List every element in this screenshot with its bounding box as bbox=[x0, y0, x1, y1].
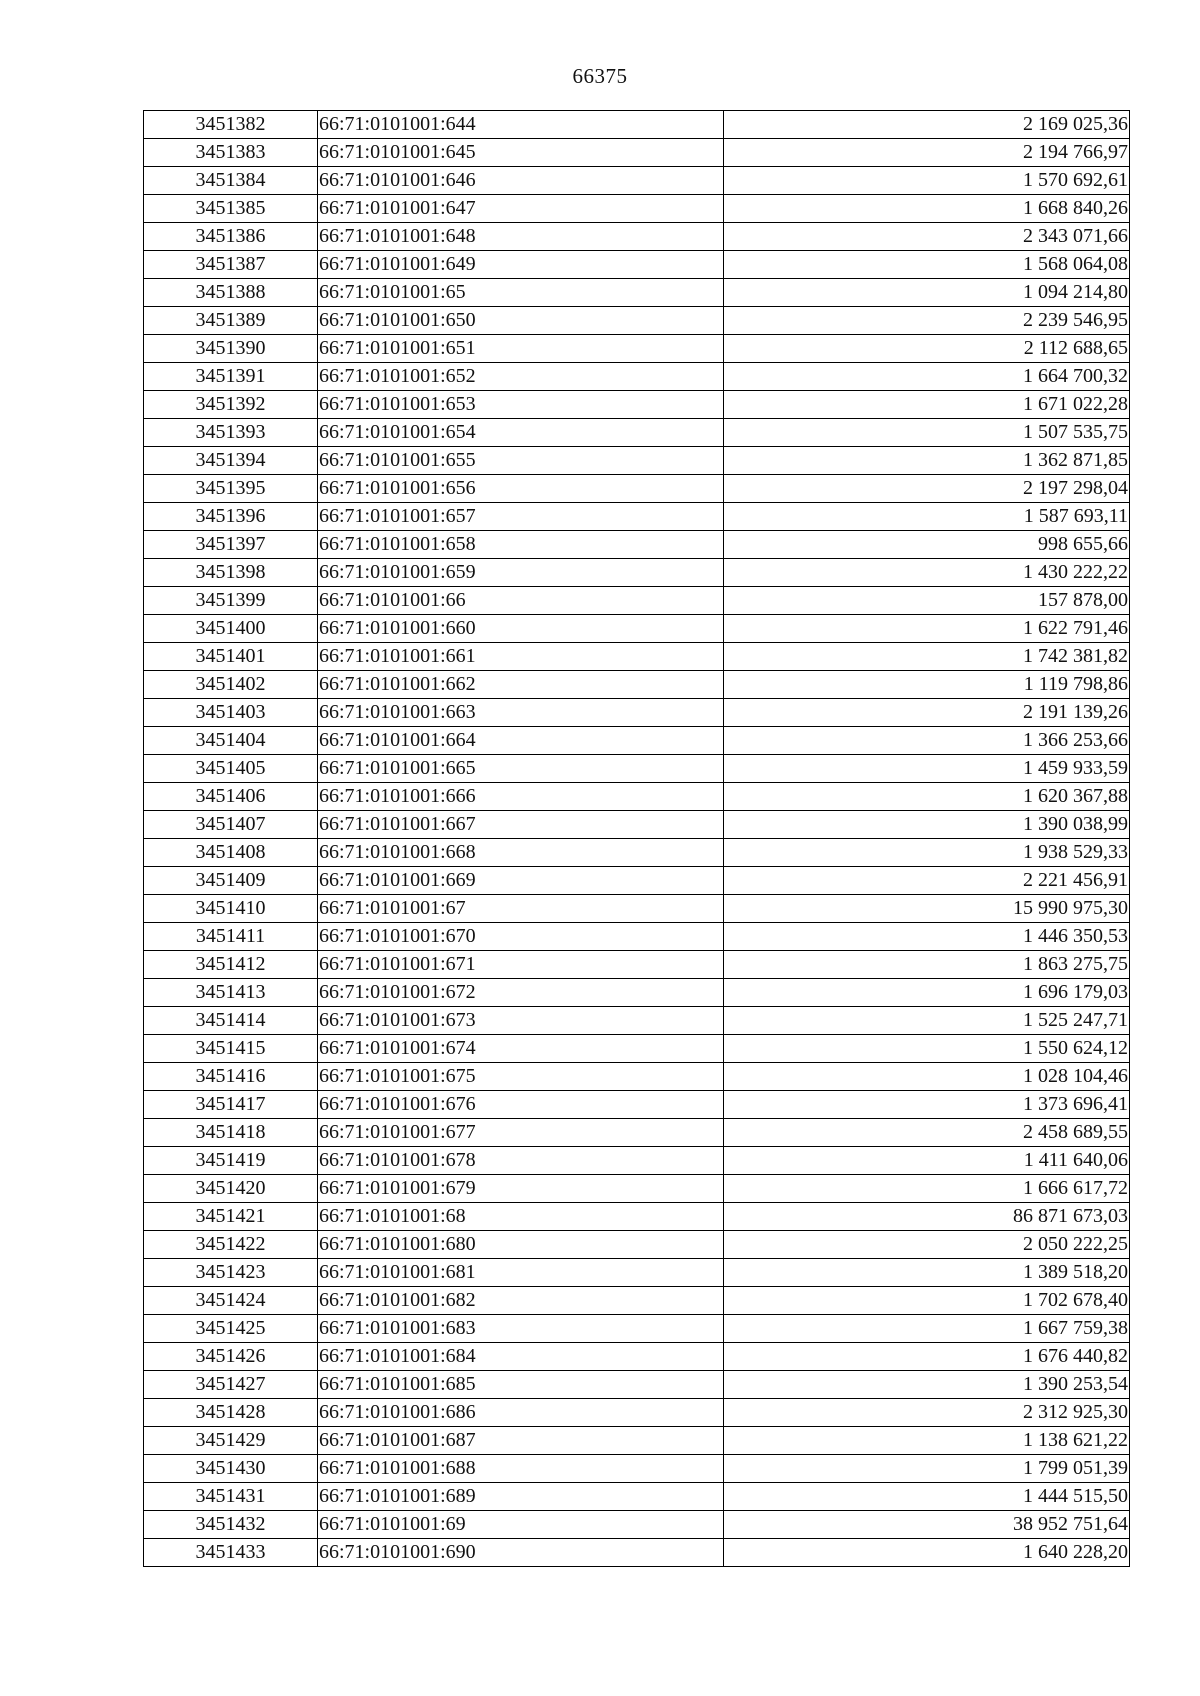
cadastral-number-cell: 66:71:0101001:690 bbox=[318, 1539, 724, 1567]
cadastral-number-cell: 66:71:0101001:675 bbox=[318, 1063, 724, 1091]
table-row bbox=[144, 867, 1130, 895]
table-row bbox=[144, 223, 1130, 251]
table-row bbox=[144, 1315, 1130, 1343]
row-number-cell: 3451415 bbox=[144, 1035, 318, 1063]
table-row bbox=[144, 419, 1130, 447]
row-number-cell: 3451386 bbox=[144, 223, 318, 251]
cadastral-value-cell: 1 028 104,46 bbox=[724, 1063, 1130, 1091]
cadastral-number-cell: 66:71:0101001:678 bbox=[318, 1147, 724, 1175]
cadastral-value-cell: 86 871 673,03 bbox=[724, 1203, 1130, 1231]
table-row bbox=[144, 167, 1130, 195]
cadastral-number-cell: 66:71:0101001:658 bbox=[318, 531, 724, 559]
cadastral-value-cell: 1 390 253,54 bbox=[724, 1371, 1130, 1399]
cadastral-number-cell: 66:71:0101001:649 bbox=[318, 251, 724, 279]
row-number-cell: 3451400 bbox=[144, 615, 318, 643]
row-number-cell: 3451391 bbox=[144, 363, 318, 391]
table-row bbox=[144, 671, 1130, 699]
cadastral-value-cell: 1 671 022,28 bbox=[724, 391, 1130, 419]
cadastral-number-cell: 66:71:0101001:683 bbox=[318, 1315, 724, 1343]
cadastral-value-cell: 1 570 692,61 bbox=[724, 167, 1130, 195]
table-row bbox=[144, 895, 1130, 923]
cadastral-number-cell: 66:71:0101001:660 bbox=[318, 615, 724, 643]
page-number: 66375 bbox=[572, 64, 628, 88]
table-row bbox=[144, 447, 1130, 475]
table-row bbox=[144, 279, 1130, 307]
cadastral-value-cell: 1 138 621,22 bbox=[724, 1427, 1130, 1455]
row-number-cell: 3451406 bbox=[144, 783, 318, 811]
cadastral-number-cell: 66:71:0101001:674 bbox=[318, 1035, 724, 1063]
row-number-cell: 3451411 bbox=[144, 923, 318, 951]
cadastral-value-cell: 1 666 617,72 bbox=[724, 1175, 1130, 1203]
row-number-cell: 3451429 bbox=[144, 1427, 318, 1455]
cadastral-value-cell: 1 568 064,08 bbox=[724, 251, 1130, 279]
cadastral-value-cell: 1 444 515,50 bbox=[724, 1483, 1130, 1511]
table-row bbox=[144, 251, 1130, 279]
table-row bbox=[144, 195, 1130, 223]
cadastral-value-cell: 2 312 925,30 bbox=[724, 1399, 1130, 1427]
table-row bbox=[144, 1511, 1130, 1539]
cadastral-value-cell: 1 430 222,22 bbox=[724, 559, 1130, 587]
cadastral-value-cell: 1 373 696,41 bbox=[724, 1091, 1130, 1119]
cadastral-number-cell: 66:71:0101001:688 bbox=[318, 1455, 724, 1483]
row-number-cell: 3451423 bbox=[144, 1259, 318, 1287]
cadastral-value-cell: 1 676 440,82 bbox=[724, 1343, 1130, 1371]
cadastral-value-cell: 1 622 791,46 bbox=[724, 615, 1130, 643]
table-row bbox=[144, 727, 1130, 755]
cadastral-value-cell: 1 664 700,32 bbox=[724, 363, 1130, 391]
cadastral-value-cell: 1 362 871,85 bbox=[724, 447, 1130, 475]
row-number-cell: 3451416 bbox=[144, 1063, 318, 1091]
cadastral-value-cell: 1 696 179,03 bbox=[724, 979, 1130, 1007]
cadastral-value-cell: 2 112 688,65 bbox=[724, 335, 1130, 363]
table-row bbox=[144, 699, 1130, 727]
table-row bbox=[144, 1287, 1130, 1315]
cadastral-value-cell: 1 390 038,99 bbox=[724, 811, 1130, 839]
row-number-cell: 3451431 bbox=[144, 1483, 318, 1511]
table-row bbox=[144, 531, 1130, 559]
cadastral-value-cell: 1 587 693,11 bbox=[724, 503, 1130, 531]
cadastral-number-cell: 66:71:0101001:686 bbox=[318, 1399, 724, 1427]
table-row bbox=[144, 811, 1130, 839]
cadastral-value-cell: 2 169 025,36 bbox=[724, 111, 1130, 139]
table-row bbox=[144, 1063, 1130, 1091]
cadastral-number-cell: 66:71:0101001:689 bbox=[318, 1483, 724, 1511]
cadastral-value-cell: 998 655,66 bbox=[724, 531, 1130, 559]
table-row bbox=[144, 979, 1130, 1007]
cadastral-number-cell: 66:71:0101001:682 bbox=[318, 1287, 724, 1315]
cadastral-value-cell: 15 990 975,30 bbox=[724, 895, 1130, 923]
cadastral-number-cell: 66:71:0101001:65 bbox=[318, 279, 724, 307]
cadastral-number-cell: 66:71:0101001:661 bbox=[318, 643, 724, 671]
table-row bbox=[144, 1175, 1130, 1203]
row-number-cell: 3451398 bbox=[144, 559, 318, 587]
cadastral-number-cell: 66:71:0101001:645 bbox=[318, 139, 724, 167]
row-number-cell: 3451401 bbox=[144, 643, 318, 671]
row-number-cell: 3451404 bbox=[144, 727, 318, 755]
table-row bbox=[144, 503, 1130, 531]
row-number-cell: 3451432 bbox=[144, 1511, 318, 1539]
cadastral-number-cell: 66:71:0101001:679 bbox=[318, 1175, 724, 1203]
table-row bbox=[144, 1259, 1130, 1287]
cadastral-value-cell: 1 366 253,66 bbox=[724, 727, 1130, 755]
cadastral-number-cell: 66:71:0101001:672 bbox=[318, 979, 724, 1007]
row-number-cell: 3451418 bbox=[144, 1119, 318, 1147]
cadastral-number-cell: 66:71:0101001:648 bbox=[318, 223, 724, 251]
row-number-cell: 3451388 bbox=[144, 279, 318, 307]
cadastral-number-cell: 66:71:0101001:685 bbox=[318, 1371, 724, 1399]
cadastral-number-cell: 66:71:0101001:677 bbox=[318, 1119, 724, 1147]
cadastral-value-cell: 1 507 535,75 bbox=[724, 419, 1130, 447]
cadastral-number-cell: 66:71:0101001:656 bbox=[318, 475, 724, 503]
cadastral-number-cell: 66:71:0101001:671 bbox=[318, 951, 724, 979]
row-number-cell: 3451390 bbox=[144, 335, 318, 363]
row-number-cell: 3451408 bbox=[144, 839, 318, 867]
table-row bbox=[144, 335, 1130, 363]
cadastral-value-cell: 2 458 689,55 bbox=[724, 1119, 1130, 1147]
cadastral-number-cell: 66:71:0101001:666 bbox=[318, 783, 724, 811]
table-row bbox=[144, 643, 1130, 671]
row-number-cell: 3451382 bbox=[144, 111, 318, 139]
cadastral-number-cell: 66:71:0101001:663 bbox=[318, 699, 724, 727]
cadastral-number-cell: 66:71:0101001:646 bbox=[318, 167, 724, 195]
cadastral-number-cell: 66:71:0101001:667 bbox=[318, 811, 724, 839]
row-number-cell: 3451413 bbox=[144, 979, 318, 1007]
cadastral-value-cell: 1 119 798,86 bbox=[724, 671, 1130, 699]
row-number-cell: 3451433 bbox=[144, 1539, 318, 1567]
cadastral-number-cell: 66:71:0101001:652 bbox=[318, 363, 724, 391]
row-number-cell: 3451407 bbox=[144, 811, 318, 839]
row-number-cell: 3451419 bbox=[144, 1147, 318, 1175]
row-number-cell: 3451399 bbox=[144, 587, 318, 615]
row-number-cell: 3451393 bbox=[144, 419, 318, 447]
cadastral-number-cell: 66:71:0101001:673 bbox=[318, 1007, 724, 1035]
cadastral-value-cell: 1 459 933,59 bbox=[724, 755, 1130, 783]
cadastral-value-cell: 2 197 298,04 bbox=[724, 475, 1130, 503]
row-number-cell: 3451385 bbox=[144, 195, 318, 223]
cadastral-value-cell: 1 525 247,71 bbox=[724, 1007, 1130, 1035]
cadastral-value-table bbox=[143, 110, 1130, 1567]
table-row bbox=[144, 1231, 1130, 1259]
cadastral-number-cell: 66:71:0101001:687 bbox=[318, 1427, 724, 1455]
row-number-cell: 3451424 bbox=[144, 1287, 318, 1315]
table-row bbox=[144, 1483, 1130, 1511]
cadastral-number-cell: 66:71:0101001:676 bbox=[318, 1091, 724, 1119]
table-row bbox=[144, 923, 1130, 951]
table-row bbox=[144, 307, 1130, 335]
row-number-cell: 3451426 bbox=[144, 1343, 318, 1371]
cadastral-number-cell: 66:71:0101001:650 bbox=[318, 307, 724, 335]
table-row bbox=[144, 1539, 1130, 1567]
row-number-cell: 3451428 bbox=[144, 1399, 318, 1427]
cadastral-number-cell: 66:71:0101001:651 bbox=[318, 335, 724, 363]
row-number-cell: 3451412 bbox=[144, 951, 318, 979]
row-number-cell: 3451420 bbox=[144, 1175, 318, 1203]
row-number-cell: 3451389 bbox=[144, 307, 318, 335]
cadastral-value-cell: 1 938 529,33 bbox=[724, 839, 1130, 867]
table-row bbox=[144, 783, 1130, 811]
cadastral-number-cell: 66:71:0101001:644 bbox=[318, 111, 724, 139]
cadastral-number-cell: 66:71:0101001:668 bbox=[318, 839, 724, 867]
table-row bbox=[144, 1119, 1130, 1147]
cadastral-value-cell: 38 952 751,64 bbox=[724, 1511, 1130, 1539]
cadastral-value-cell: 1 411 640,06 bbox=[724, 1147, 1130, 1175]
cadastral-value-cell: 2 239 546,95 bbox=[724, 307, 1130, 335]
table-row bbox=[144, 951, 1130, 979]
table-row bbox=[144, 1007, 1130, 1035]
cadastral-value-cell: 1 799 051,39 bbox=[724, 1455, 1130, 1483]
table-row bbox=[144, 391, 1130, 419]
cadastral-number-cell: 66:71:0101001:653 bbox=[318, 391, 724, 419]
row-number-cell: 3451392 bbox=[144, 391, 318, 419]
table-row bbox=[144, 1427, 1130, 1455]
cadastral-number-cell: 66:71:0101001:664 bbox=[318, 727, 724, 755]
table-row bbox=[144, 1035, 1130, 1063]
table-row bbox=[144, 1091, 1130, 1119]
table-body bbox=[144, 111, 1130, 1567]
row-number-cell: 3451417 bbox=[144, 1091, 318, 1119]
cadastral-value-cell: 157 878,00 bbox=[724, 587, 1130, 615]
cadastral-value-cell: 1 640 228,20 bbox=[724, 1539, 1130, 1567]
row-number-cell: 3451384 bbox=[144, 167, 318, 195]
table-row bbox=[144, 615, 1130, 643]
row-number-cell: 3451395 bbox=[144, 475, 318, 503]
row-number-cell: 3451422 bbox=[144, 1231, 318, 1259]
table-row bbox=[144, 139, 1130, 167]
table-row bbox=[144, 559, 1130, 587]
table-row bbox=[144, 1371, 1130, 1399]
row-number-cell: 3451409 bbox=[144, 867, 318, 895]
cadastral-number-cell: 66:71:0101001:655 bbox=[318, 447, 724, 475]
cadastral-number-cell: 66:71:0101001:657 bbox=[318, 503, 724, 531]
cadastral-value-cell: 2 194 766,97 bbox=[724, 139, 1130, 167]
cadastral-value-cell: 1 446 350,53 bbox=[724, 923, 1130, 951]
row-number-cell: 3451403 bbox=[144, 699, 318, 727]
row-number-cell: 3451397 bbox=[144, 531, 318, 559]
row-number-cell: 3451396 bbox=[144, 503, 318, 531]
cadastral-value-cell: 1 550 624,12 bbox=[724, 1035, 1130, 1063]
row-number-cell: 3451425 bbox=[144, 1315, 318, 1343]
cadastral-number-cell: 66:71:0101001:680 bbox=[318, 1231, 724, 1259]
cadastral-number-cell: 66:71:0101001:681 bbox=[318, 1259, 724, 1287]
cadastral-number-cell: 66:71:0101001:670 bbox=[318, 923, 724, 951]
cadastral-number-cell: 66:71:0101001:69 bbox=[318, 1511, 724, 1539]
cadastral-value-cell: 2 191 139,26 bbox=[724, 699, 1130, 727]
table-row bbox=[144, 587, 1130, 615]
cadastral-number-cell: 66:71:0101001:669 bbox=[318, 867, 724, 895]
cadastral-number-cell: 66:71:0101001:67 bbox=[318, 895, 724, 923]
cadastral-number-cell: 66:71:0101001:659 bbox=[318, 559, 724, 587]
row-number-cell: 3451427 bbox=[144, 1371, 318, 1399]
table-row bbox=[144, 1399, 1130, 1427]
table-row bbox=[144, 1147, 1130, 1175]
row-number-cell: 3451394 bbox=[144, 447, 318, 475]
cadastral-value-cell: 1 863 275,75 bbox=[724, 951, 1130, 979]
table-row bbox=[144, 1203, 1130, 1231]
cadastral-value-cell: 2 221 456,91 bbox=[724, 867, 1130, 895]
cadastral-number-cell: 66:71:0101001:684 bbox=[318, 1343, 724, 1371]
table-row bbox=[144, 755, 1130, 783]
table-row bbox=[144, 475, 1130, 503]
cadastral-number-cell: 66:71:0101001:647 bbox=[318, 195, 724, 223]
cadastral-number-cell: 66:71:0101001:68 bbox=[318, 1203, 724, 1231]
cadastral-value-cell: 1 702 678,40 bbox=[724, 1287, 1130, 1315]
row-number-cell: 3451387 bbox=[144, 251, 318, 279]
cadastral-value-cell: 2 343 071,66 bbox=[724, 223, 1130, 251]
row-number-cell: 3451421 bbox=[144, 1203, 318, 1231]
cadastral-value-cell: 1 668 840,26 bbox=[724, 195, 1130, 223]
table-row bbox=[144, 839, 1130, 867]
row-number-cell: 3451414 bbox=[144, 1007, 318, 1035]
row-number-cell: 3451430 bbox=[144, 1455, 318, 1483]
table-row bbox=[144, 1343, 1130, 1371]
cadastral-number-cell: 66:71:0101001:66 bbox=[318, 587, 724, 615]
row-number-cell: 3451410 bbox=[144, 895, 318, 923]
cadastral-number-cell: 66:71:0101001:665 bbox=[318, 755, 724, 783]
table-row bbox=[144, 363, 1130, 391]
cadastral-value-cell: 1 667 759,38 bbox=[724, 1315, 1130, 1343]
cadastral-value-cell: 1 094 214,80 bbox=[724, 279, 1130, 307]
table-row bbox=[144, 111, 1130, 139]
cadastral-value-cell: 1 620 367,88 bbox=[724, 783, 1130, 811]
cadastral-number-cell: 66:71:0101001:654 bbox=[318, 419, 724, 447]
row-number-cell: 3451383 bbox=[144, 139, 318, 167]
row-number-cell: 3451402 bbox=[144, 671, 318, 699]
row-number-cell: 3451405 bbox=[144, 755, 318, 783]
cadastral-value-cell: 1 742 381,82 bbox=[724, 643, 1130, 671]
cadastral-number-cell: 66:71:0101001:662 bbox=[318, 671, 724, 699]
cadastral-value-cell: 1 389 518,20 bbox=[724, 1259, 1130, 1287]
table-row bbox=[144, 1455, 1130, 1483]
cadastral-value-cell: 2 050 222,25 bbox=[724, 1231, 1130, 1259]
